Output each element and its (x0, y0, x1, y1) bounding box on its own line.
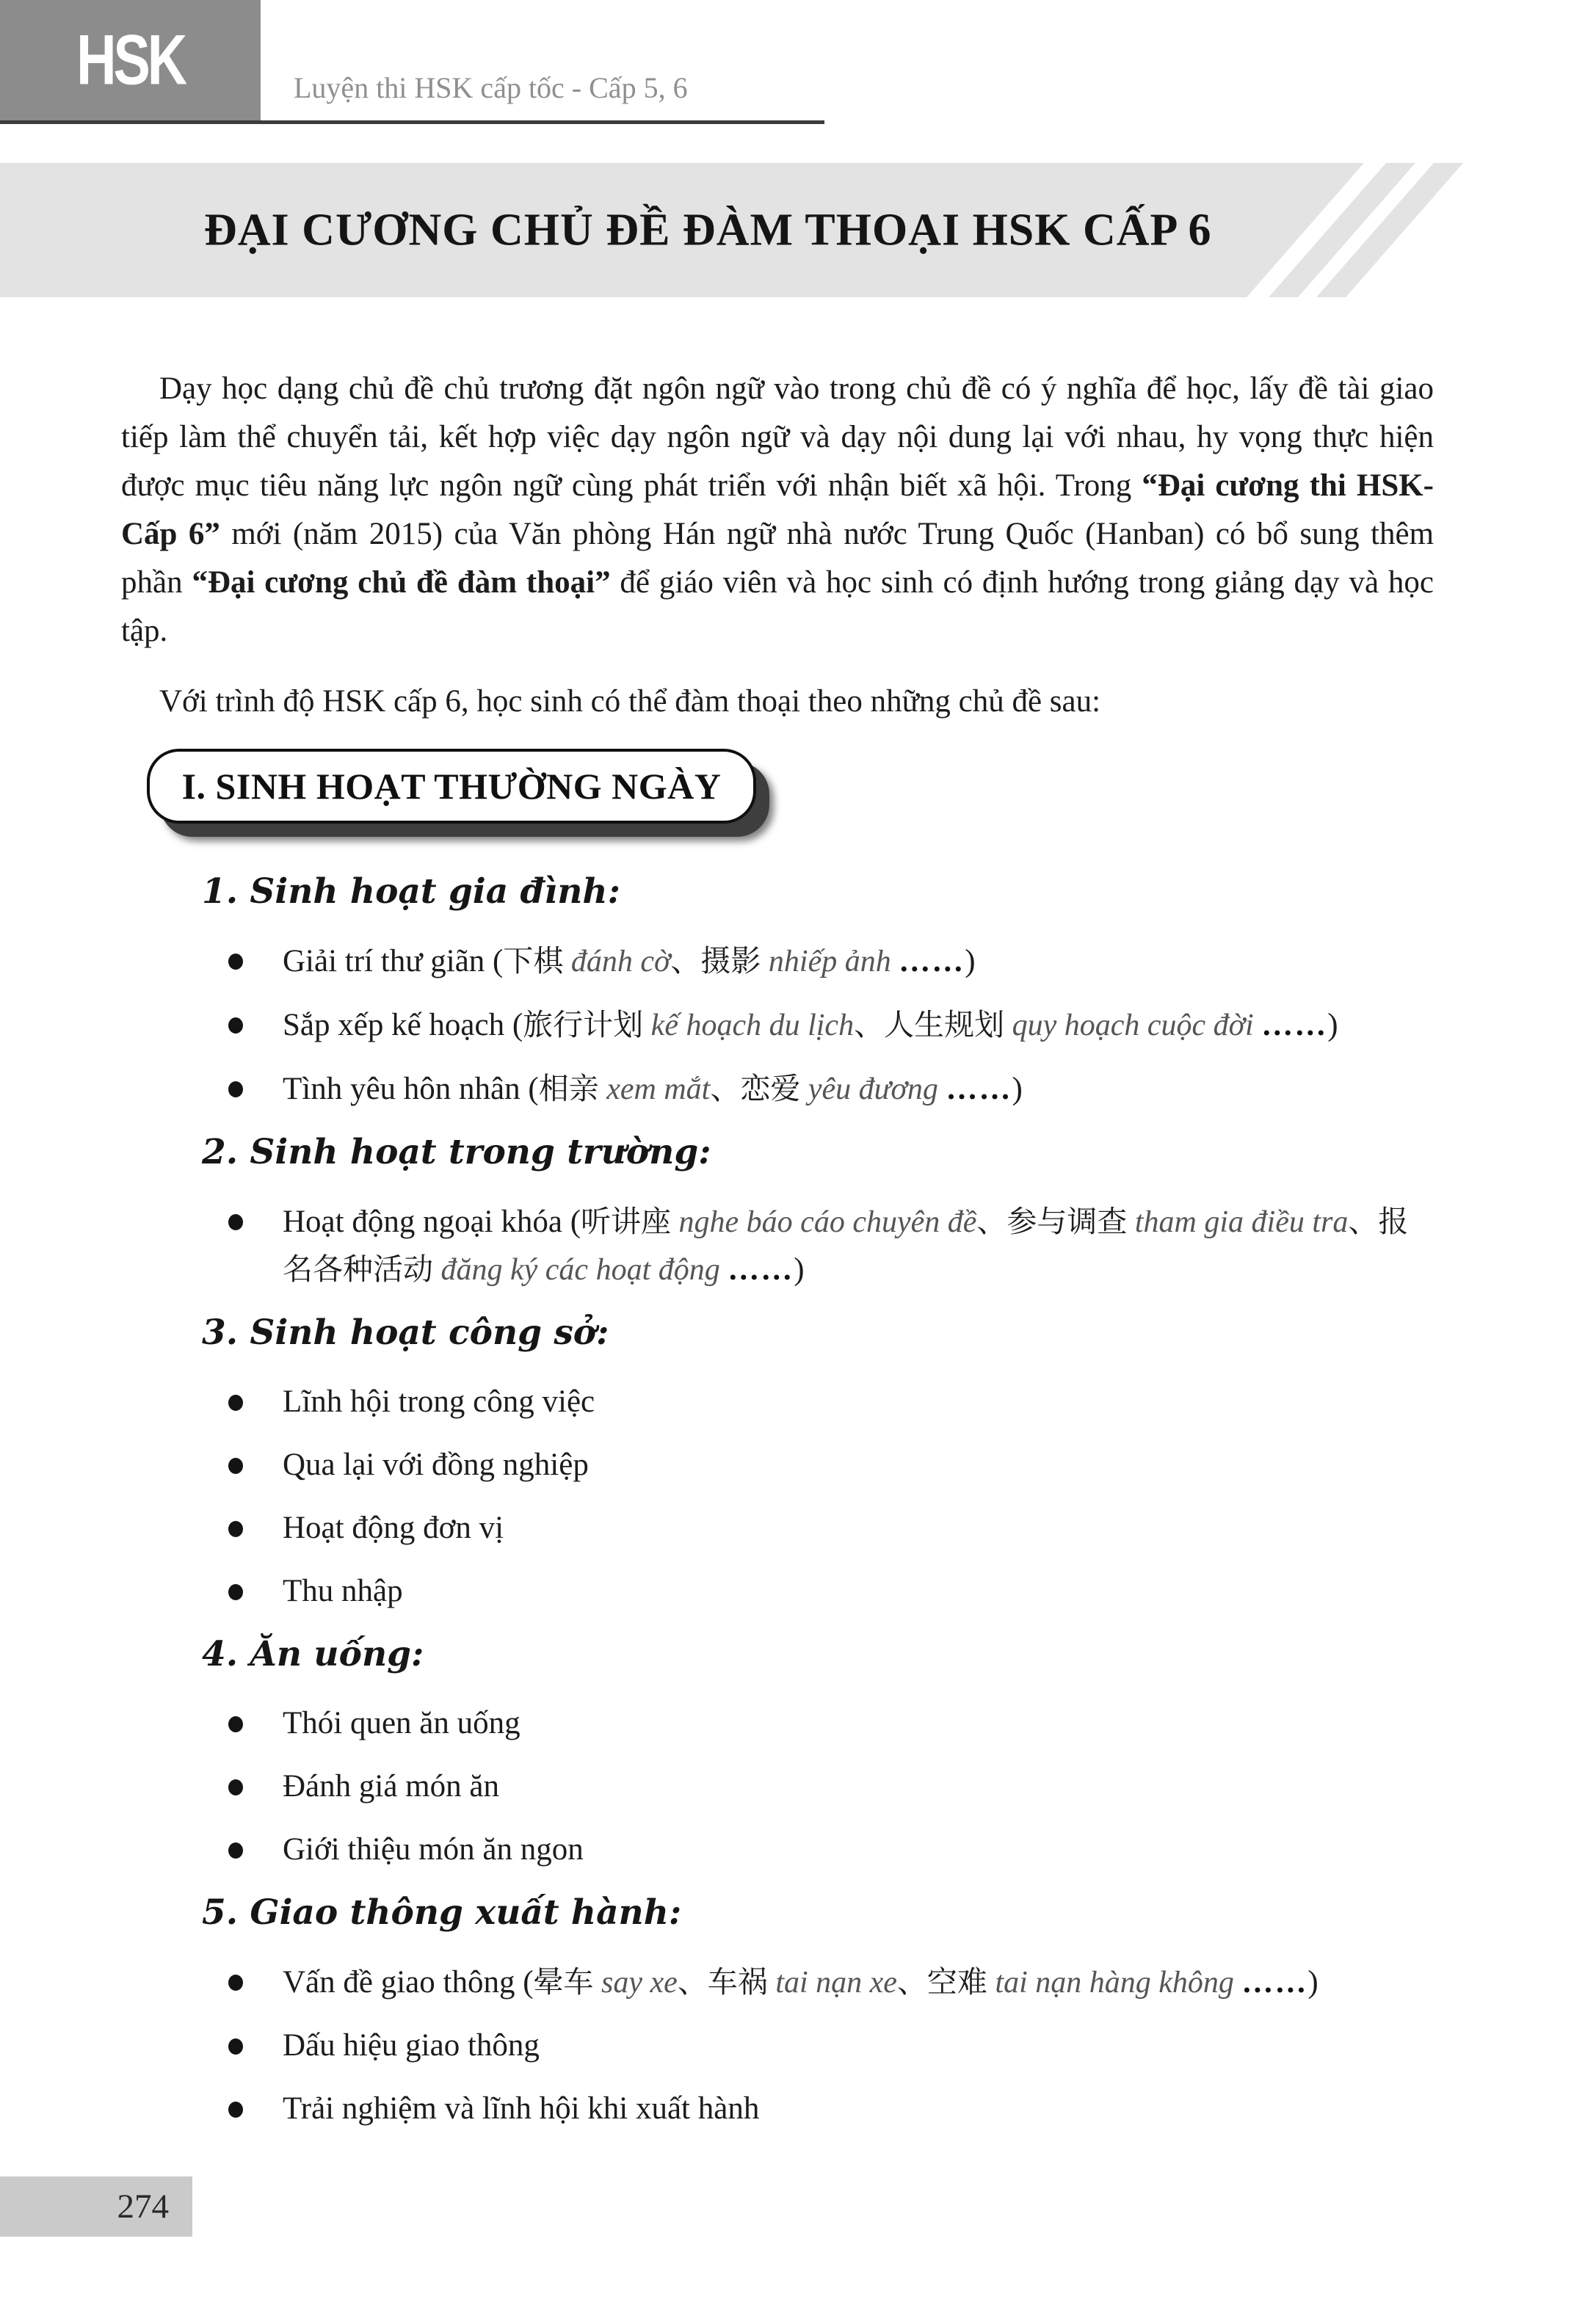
list-item-text (283, 1763, 1428, 1810)
list-item-text (283, 2085, 1428, 2132)
topic-heading: 4. Ăn uống: (202, 1634, 424, 1674)
bullet-icon (228, 1975, 243, 1991)
bullet-icon (228, 1017, 243, 1034)
list-item-text (283, 1065, 1428, 1113)
list-item (195, 1442, 1446, 1489)
list-item-text (283, 1379, 1428, 1426)
text-run: Dạy học dạng chủ đề chủ trương đặt ngôn ngữ vào trong chủ đề có ý nghĩa để học, lấy đề tài giao tiếp làm thể chuyển tải, kết hợp việc dạy ngôn ngữ và dạy nội dung lại với nhau, hy vọng thực hiện được mục tiêu năng lực ngôn ngữ cùng phát triển với nhận biết xã hội. Trong (121, 371, 1434, 503)
text-run: Thu nhập (283, 1574, 403, 1608)
hsk-logo-box (0, 0, 261, 120)
text-run: 晕车 (533, 1964, 594, 2000)
bullet-icon (228, 2038, 243, 2055)
text-run: “Đại cương thi HSK-Cấp 6” (121, 468, 1434, 551)
topic (195, 1310, 1446, 1615)
chapter-title: ĐẠI CƯƠNG CHỦ ĐỀ ĐÀM THOẠI HSK CẤP 6 (204, 205, 1212, 255)
text-run: 相亲 (538, 1071, 599, 1106)
text-run: “Đại cương chủ đề đàm thoại” (192, 565, 611, 600)
list-item (195, 1700, 1446, 1747)
text-run: Đánh giá món ăn (283, 1769, 499, 1804)
list-item-text (283, 1958, 1428, 2006)
bullet-icon (228, 1458, 243, 1474)
hsk-logo: HSK (76, 20, 184, 100)
list-item (195, 937, 1446, 985)
text-run: …… (1261, 1008, 1328, 1042)
text-run: nhiếp ảnh (761, 945, 899, 978)
text-run: Lĩnh hội trong công việc (283, 1384, 595, 1419)
header-rule (0, 120, 824, 124)
topic (195, 868, 1446, 1113)
text-run: …… (1241, 1965, 1308, 2000)
list-item (195, 1958, 1446, 2006)
text-run: đánh cờ (563, 945, 671, 978)
text-run: Giới thiệu món ăn ngon (283, 1832, 584, 1867)
list-item (195, 1826, 1446, 1873)
text-run: Tình yêu hôn nhân ( (283, 1072, 539, 1106)
text-run: ) (1327, 1008, 1338, 1042)
intro-paragraph (121, 365, 1434, 656)
list-item (195, 1065, 1446, 1113)
bullet-icon (228, 1214, 243, 1230)
list-item-text (283, 1700, 1428, 1747)
text-run: 、摄影 (670, 943, 761, 978)
list-item-text (283, 2022, 1428, 2069)
intro-lead-in: Với trình độ HSK cấp 6, học sinh có thể đàm thoại theo những chủ đề sau: (159, 684, 1101, 719)
text-run: Hoạt động đơn vị (283, 1511, 504, 1545)
text-run: 、报名各种活动 (283, 1204, 1409, 1287)
text-run: Sắp xếp kế hoạch ( (283, 1008, 523, 1042)
text-run: kế hoạch du lịch (643, 1009, 855, 1042)
text-run: tham gia điều tra (1127, 1205, 1349, 1239)
text-run: đăng ký các hoạt động (433, 1253, 728, 1287)
section-title: I. SINH HOẠT THƯỜNG NGÀY (181, 766, 722, 807)
text-run: 、人生规划 (854, 1007, 1005, 1042)
text-run: Hoạt động ngoại khóa ( (283, 1205, 581, 1239)
list-item (195, 2085, 1446, 2132)
list-item (195, 1001, 1446, 1049)
topic-heading: 1. Sinh hoạt gia đình: (202, 871, 620, 912)
text-run: Giải trí thư giãn ( (283, 944, 504, 978)
list-item (195, 1505, 1446, 1552)
bullet-icon (228, 1779, 243, 1795)
list-item-text (283, 1826, 1428, 1873)
bullet-icon (228, 1521, 243, 1537)
list-item (195, 1379, 1446, 1426)
bullet-icon (228, 1081, 243, 1097)
list-item-text (283, 1442, 1428, 1489)
text-run: 、参与调查 (976, 1204, 1128, 1239)
list-item-text (283, 1568, 1428, 1615)
bullet-icon (228, 1584, 243, 1600)
text-run: 、空难 (896, 1964, 987, 2000)
text-run: yêu đương (800, 1072, 946, 1106)
topic (195, 1889, 1446, 2132)
text-run: ) (965, 944, 976, 978)
text-run: 、恋爱 (710, 1071, 801, 1106)
list-item (195, 1568, 1446, 1615)
running-head: Luyện thi HSK cấp tốc - Cấp 5, 6 (294, 71, 688, 104)
text-run: quy hoạch cuộc đời (1004, 1009, 1262, 1042)
text-run: Trải nghiệm và lĩnh hội khi xuất hành (283, 2091, 760, 2126)
bullet-icon (228, 2102, 243, 2118)
bullet-icon (228, 1842, 243, 1859)
text-run: xem mắt (598, 1072, 711, 1106)
page-number-box (0, 2176, 192, 2237)
text-run: 旅行计划 (523, 1007, 644, 1042)
text-run: để giáo viên và học sinh có định hướng trong giảng dạy và học tập. (121, 565, 1434, 648)
text-run: Vấn đề giao thông ( (283, 1965, 534, 2000)
text-run: say xe (593, 1966, 678, 2000)
list-item (195, 1198, 1446, 1293)
page-number: 274 (117, 2187, 169, 2226)
section-heading-box (147, 749, 756, 824)
text-run: Qua lại với đồng nghiệp (283, 1448, 589, 1482)
topic-heading: 2. Sinh hoạt trong trường: (202, 1132, 711, 1172)
list-item-text (283, 937, 1428, 985)
text-run: …… (946, 1072, 1012, 1106)
text-run: tai nạn hàng không (987, 1966, 1242, 2000)
text-run: 、车祸 (677, 1964, 768, 2000)
text-run: Thói quen ăn uống (283, 1706, 520, 1740)
list-item-text (283, 1001, 1428, 1049)
text-run: ) (1307, 1965, 1318, 2000)
bullet-icon (228, 1716, 243, 1732)
text-run: Dấu hiệu giao thông (283, 2028, 540, 2063)
topic-heading: 5. Giao thông xuất hành: (202, 1892, 682, 1933)
text-run: tai nạn xe (767, 1966, 897, 2000)
list-item-text (283, 1198, 1428, 1293)
text-run: mới (năm 2015) của Văn phòng Hán ngữ nhà nước Trung Quốc (Hanban) có bổ sung thêm phần (121, 517, 1434, 600)
text-run: …… (728, 1252, 794, 1287)
text-run: ) (794, 1252, 805, 1287)
intro-block (121, 365, 1434, 726)
list-item-text (283, 1505, 1428, 1552)
chapter-banner (0, 163, 1596, 297)
bullet-icon (228, 954, 243, 970)
bullet-icon (228, 1395, 243, 1411)
topic-list (195, 868, 1446, 2149)
text-run: 听讲座 (581, 1204, 672, 1239)
topic (195, 1631, 1446, 1873)
topic (195, 1129, 1446, 1293)
list-item (195, 1763, 1446, 1810)
text-run: 下棋 (503, 943, 564, 978)
text-run: nghe báo cáo chuyên đề (671, 1205, 977, 1239)
text-run: ) (1012, 1072, 1023, 1106)
list-item (195, 2022, 1446, 2069)
topic-heading: 3. Sinh hoạt công sở: (202, 1312, 609, 1353)
text-run: …… (899, 944, 965, 978)
